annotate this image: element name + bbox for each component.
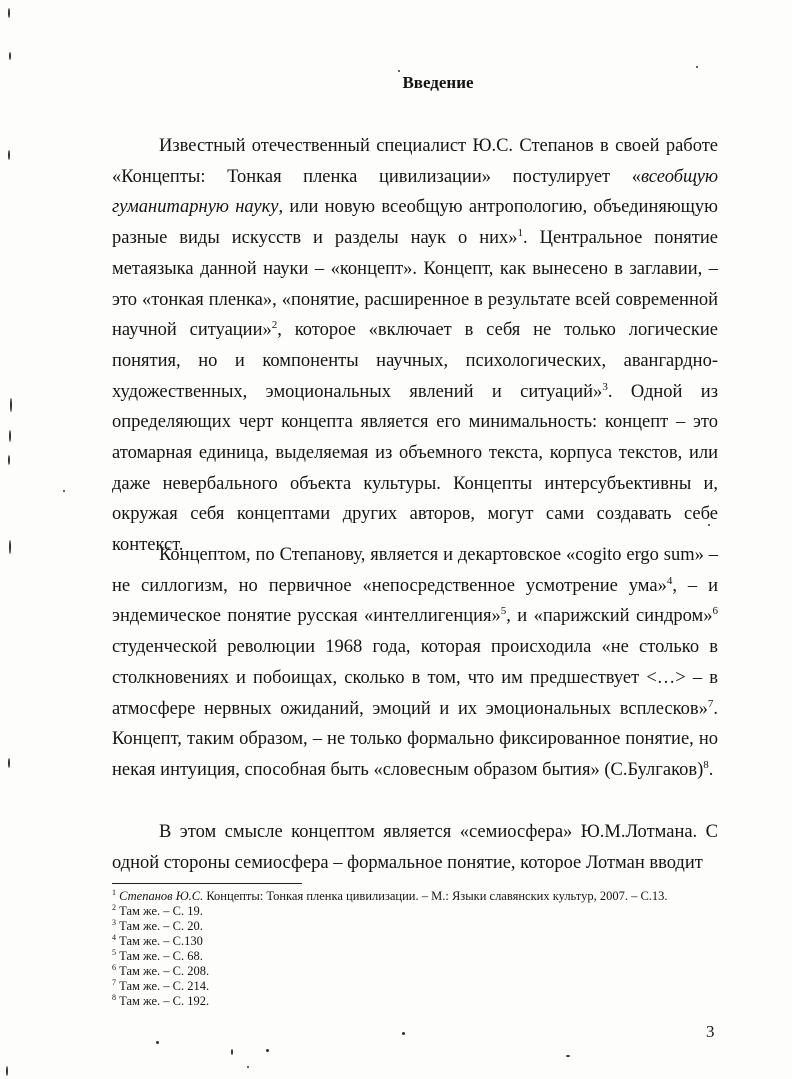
paragraph-text: В этом смысле концептом является «семиосфера» Ю.М.Лотмана. С одной стороны семиосфера – формальное понятие, которое Лотман вводит	[112, 822, 718, 873]
footnote-4	[112, 934, 732, 949]
scan-speck	[231, 1049, 233, 1055]
scan-speck	[8, 8, 10, 18]
paragraph-text: , – и эндемическое понятие русская «интеллигенция»	[112, 575, 718, 627]
footnote-number: 8	[112, 992, 116, 1002]
footnote-author: Степанов Ю.С.	[119, 889, 204, 903]
scan-speck	[696, 66, 698, 68]
scan-speck	[9, 540, 11, 554]
paragraph-text: . Концепт, таким образом, – не только формально фиксированное понятие, но некая интуиция, способная быть «словесным образом бытия» (С.Булгаков)	[112, 698, 718, 780]
paragraph-1	[112, 131, 718, 561]
page-title: Введение	[402, 73, 474, 92]
scan-speck	[8, 455, 10, 465]
footnote-ref[interactable]: 3	[602, 380, 608, 393]
paragraph-text: Концептом, по Степанову, является и декартовское «cogito ergo sum» – не силлогизм, но первичное «непосредственное усмотрение ума»	[112, 545, 718, 596]
footnote-5	[112, 949, 732, 964]
footnote-text: Там же. – С. 19.	[116, 904, 203, 918]
footnote-text: Там же. – С.130	[116, 934, 203, 948]
scan-speck	[402, 1032, 405, 1035]
page-number: 3	[706, 1022, 715, 1041]
footnote-text: Концепты: Тонкая пленка цивилизации. – М.: Языки славянских культур, 2007. – С.13.	[203, 889, 668, 903]
footnote-ref[interactable]: 8	[703, 758, 709, 771]
footnote-text: Там же. – С. 214.	[116, 979, 210, 993]
paragraph-3	[112, 817, 718, 878]
footnote-8	[112, 994, 732, 1009]
footnote-text: Там же. – С. 208.	[116, 964, 210, 978]
footnote-ref[interactable]: 5	[500, 605, 507, 618]
scan-speck	[9, 430, 11, 442]
paragraph-text: студенческой революции 1968 года, которая происходила «не столько в столкновениях и побоищах, сколько в том, что им предшествует <…> – в атмосфере нервных ожиданий, эмоций и их эмоциональных всплесков»	[112, 637, 718, 719]
paragraph-text: , которое «включает в себя не только логические понятия, но и компоненты научных, психологических, авангардно-художественных, эмоциональных явлений и ситуаций»	[112, 320, 718, 402]
footnote-ref[interactable]: 2	[271, 319, 278, 332]
footnote-ref[interactable]: 7	[707, 697, 714, 710]
footnote-number: 2	[112, 902, 116, 912]
footnote-text: Там же. – С. 68.	[116, 949, 203, 963]
footnote-text: Там же. – С. 20.	[116, 919, 203, 933]
footnotes	[112, 889, 732, 1009]
scan-speck	[8, 758, 10, 768]
footnote-number: 4	[112, 932, 116, 942]
italic-phrase: всеобщую гуманитарную науку	[112, 166, 718, 218]
scan-speck	[10, 398, 12, 412]
footnote-number: 5	[112, 947, 116, 957]
paragraph-text: . Центральное понятие метаязыка данной науки – «концепт». Концепт, как вынесено в заглавии, – это «тонкая пленка», «понятие, расширенное в результате всей современной научной ситуации»	[112, 228, 719, 341]
scan-speck	[8, 150, 10, 160]
paragraph-text: , и «парижский синдром»	[506, 606, 713, 627]
scan-speck	[156, 1041, 159, 1044]
scan-speck	[63, 490, 65, 492]
footnote-6	[112, 964, 732, 979]
footnote-number: 3	[112, 917, 116, 927]
footnote-number: 6	[112, 962, 116, 972]
footnote-text: Там же. – С. 192.	[116, 994, 210, 1008]
scan-speck	[266, 1049, 269, 1052]
scan-speck	[398, 70, 400, 72]
footnote-ref[interactable]: 4	[666, 574, 673, 587]
scan-speck	[708, 524, 710, 526]
paragraph-2	[112, 540, 718, 786]
footnote-3	[112, 919, 732, 934]
paragraph-text: , или новую всеобщую антропологию, объединяющую разные виды искусств и разделы наук о них»	[112, 197, 718, 249]
footnote-number: 1	[112, 887, 116, 897]
footnote-7	[112, 979, 732, 994]
scan-speck	[6, 1066, 8, 1076]
scan-speck	[566, 1055, 570, 1057]
footnote-2	[112, 904, 732, 919]
paragraph-text: .	[708, 759, 714, 780]
footnote-1	[112, 889, 732, 904]
footnote-number: 7	[112, 977, 116, 987]
paragraph-text: . Одной из определяющих черт концепта является его минимальность: концепт – это атомарная единица, выделяемая из объемного текста, корпуса текстов, или даже невербального объекта культуры. Концепты интерсубъективны и, окружая себя концептами других авторов, могут сами создавать себе контекст.	[112, 381, 718, 556]
scan-speck	[247, 1066, 249, 1068]
scan-speck	[9, 52, 11, 60]
footnote-separator	[112, 883, 302, 884]
footnote-ref[interactable]: 6	[712, 605, 718, 618]
paragraph-text: Известный отечественный специалист Ю.С. Степанов в своей работе «Концепты: Тонкая пленка цивилизации» постулирует «	[112, 136, 718, 187]
footnote-ref[interactable]: 1	[517, 226, 524, 239]
